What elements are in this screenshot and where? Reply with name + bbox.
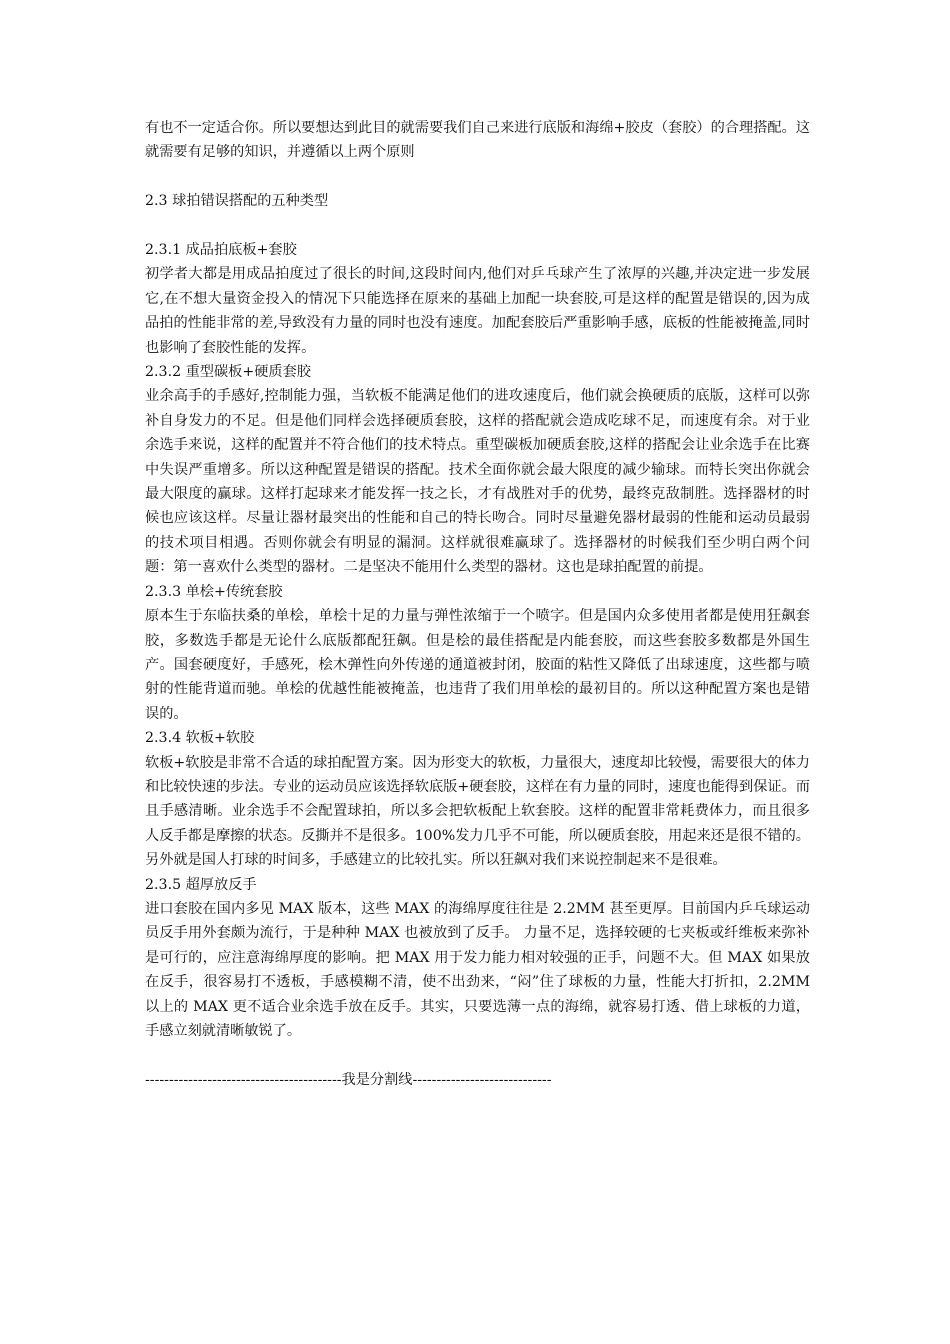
subsection-heading-2-3-4: 2.3.4 软板+软胶 [145, 730, 255, 747]
subsection-heading-2-3-1: 2.3.1 成品拍底板+套胶 [145, 242, 297, 258]
subsection-heading-2-3-3: 2.3.3 单桧+传统套胶 [145, 583, 283, 600]
subsection-heading-2-3-2: 2.3.2 重型碳板+硬质套胶 [145, 364, 311, 381]
spacer [145, 165, 810, 189]
subsection-body-2-3-2: 业余高手的手感好,控制能力强，当软板不能满足他们的进攻速度后，他们就会换硬质的底版，这样可以弥补自身发力的不足。但是他们同样会选择硬质套胶，这样的搭配就会造成吃球不足，而速度有余。对于业余选手来说，这样的配置并不符合他们的技术特点。重型碳板加硬质套胶,这样的搭配会让业余选手在比赛中失误严重增多。所以这种配置是错误的搭配。技术全面你就会最大限度的减少输球。而特长突出你就会最大限度的赢球。这样打起球来才能发挥一技之长，才有战胜对手的优势，最终克敌制胜。选择器材的时候也应该这样。尽量让器材最突出的性能和自己的特长吻合。同时尽量避免器材最弱的性能和运动员最弱的技术项目相遇。否则你就会有明显的漏洞。这样就很难赢球了。选择器材的时候我们至少明白两个问题：第一喜欢什么类型的器材。二是坚决不能用什么类型的器材。这也是球拍配置的前提。 [145, 388, 810, 576]
section-title: 2.3 球拍错误搭配的五种类型 [145, 193, 329, 210]
subsection-body-2-3-5: 进口套胶在国内多见 MAX 版本，这些 MAX 的海绵厚度往往是 2.2MM 甚至更厚。目前国内乒乓球运动员反手用外套颇为流行，于是种种 MAX 也被放到了反手。 力量不足，选择较硬的七夹板或纤维板来弥补是可行的，应注意海绵厚度的影响。把 MAX 用于发力能力相对较强的正手，问题不大。但 MAX 如果放在反手，很容易打不透板，手感模糊不清，使不出劲来，“闷”住了球板的力量，性能大打折扣，2.2MM 以上的 MAX 更不适合业余选手放在反手。其实，只要选薄一点的海绵，就容易打透、借上球板的力道，手感立刻就清晰敏锐了。 [145, 900, 810, 1039]
intro-paragraph: 有也不一定适合你。所以要想达到此目的就需要我们自己来进行底版和海绵+胶皮（套胶）的合理搭配。这就需要有足够的知识，并遵循以上两个原则 [145, 120, 810, 161]
spacer [145, 214, 810, 238]
subsection-body-2-3-3: 原本生于东临扶桑的单桧，单桧十足的力量与弹性浓缩于一个喷字。但是国内众多使用者都是使用狂飙套胶，多数选手都是无论什么底版都配狂飙。但是桧的最佳搭配是内能套胶，而这些套胶多数都是外国生产。国套硬度好，手感死，桧木弹性向外传递的通道被封闭，胶面的粘性又降低了出球速度，这些都与喷射的性能背道而驰。单桧的优越性能被掩盖，也违背了我们用单桧的最初目的。所以这种配置方案也是错误的。 [145, 608, 810, 722]
divider-line: -----------------------------------------我是分割线----------------------------- [145, 1071, 552, 1088]
subsection-heading-2-3-5: 2.3.5 超厚放反手 [145, 876, 257, 893]
subsection-body-2-3-4: 软板+软胶是非常不合适的球拍配置方案。因为形变大的软板，力量很大，速度却比较慢，需要很大的体力和比较快速的步法。专业的运动员应该选择软底版+硬套胶，这样在有力量的同时，速度也能得到保证。而且手感清晰。业余选手不会配置球拍，所以多会把软板配上软套胶。这样的配置非常耗费体力，而且很多人反手都是摩擦的状态。反撕并不是很多。100%发力几乎不可能，所以硬质套胶，用起来还是很不错的。另外就是国人打球的时间多，手感建立的比较扎实。所以狂飙对我们来说控制起来不是很难。 [145, 754, 810, 869]
subsection-body-2-3-1: 初学者大都是用成品拍度过了很长的时间,这段时间内,他们对乒乓球产生了浓厚的兴趣,并决定进一步发展它,在不想大量资金投入的情况下只能选择在原来的基础上加配一块套胶,可是这样的配置是错误的,因为成品拍的性能非常的差,导致没有力量的同时也没有速度。加配套胶后严重影响手感，底板的性能被掩盖,同时也影响了套胶性能的发挥。 [145, 266, 810, 356]
document-page [145, 116, 810, 1092]
